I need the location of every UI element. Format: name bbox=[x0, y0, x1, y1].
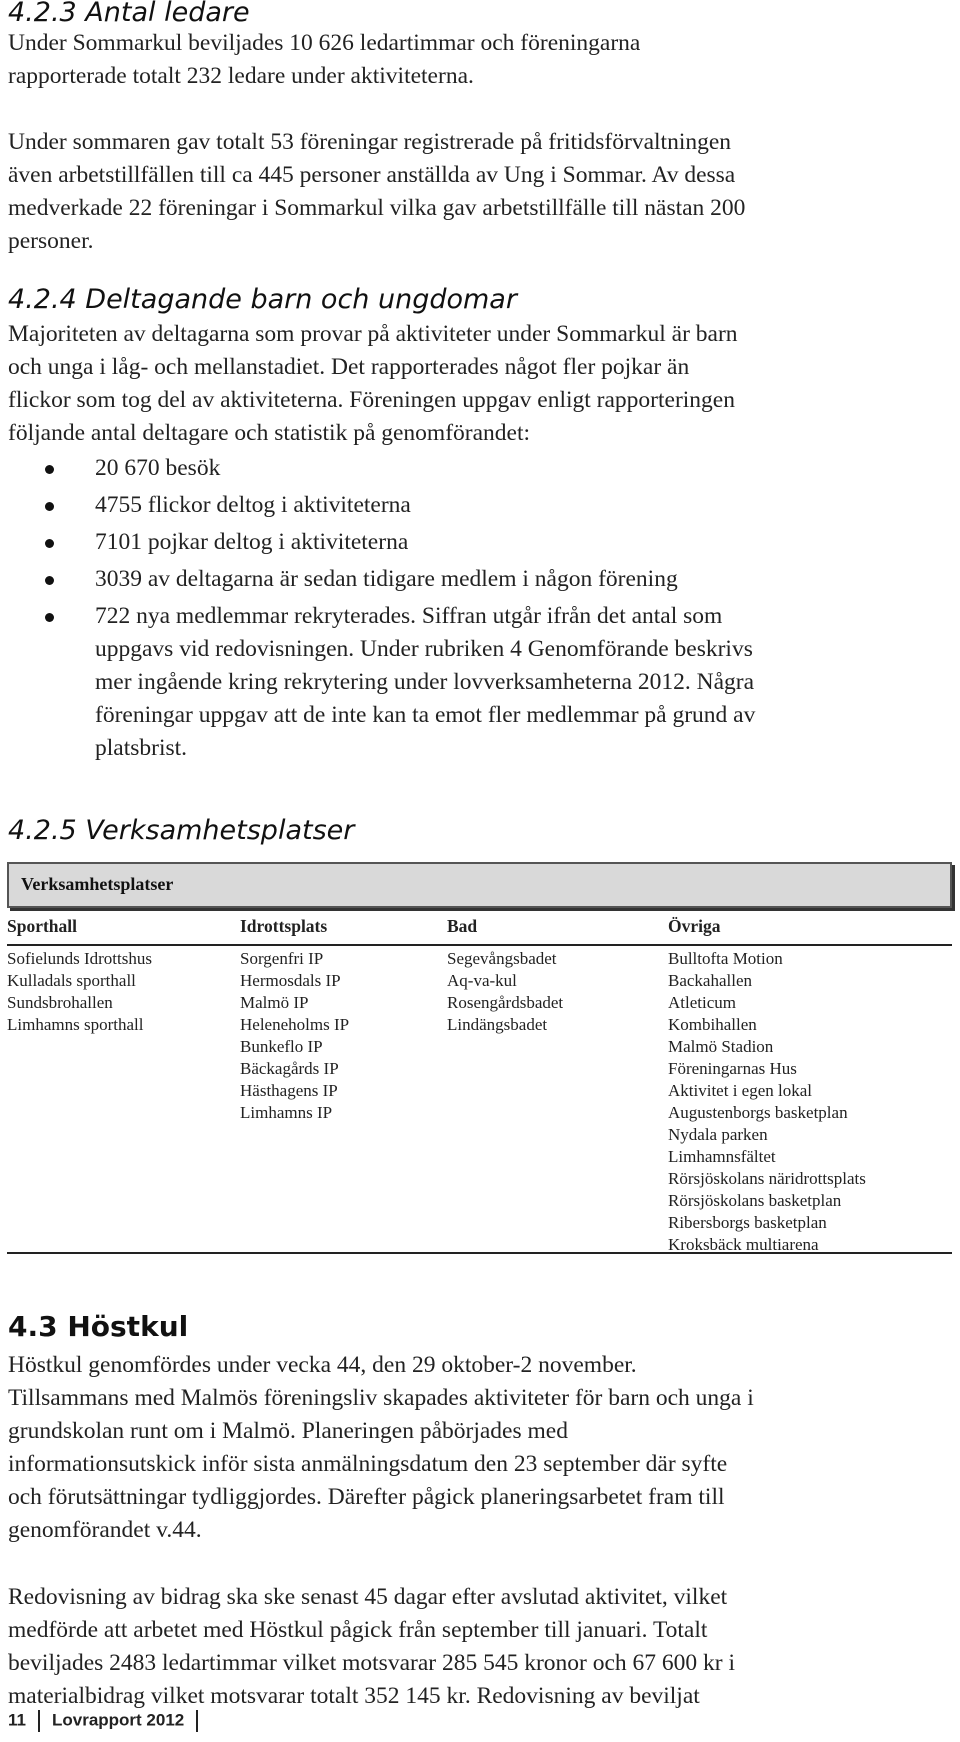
text-line: platsbrist. bbox=[95, 735, 188, 761]
text-line: Majoriteten av deltagarna som provar på aktiviteter under Sommarkul är barn bbox=[8, 321, 738, 347]
column-header-sporthall: Sporthall bbox=[7, 916, 78, 936]
table-cell: Hermosdals IP bbox=[240, 971, 341, 990]
text-line: Höstkul genomfördes under vecka 44, den 29 oktober-2 november. bbox=[8, 1352, 637, 1378]
venues-table bbox=[7, 914, 952, 1254]
column-header-idrottsplats: Idrottsplats bbox=[240, 916, 328, 936]
page-footer bbox=[8, 1710, 210, 1732]
paragraph-ledare-2 bbox=[8, 126, 908, 258]
text-line: genomförandet v.44. bbox=[8, 1517, 202, 1543]
table-cell: Föreningarnas Hus bbox=[668, 1059, 797, 1078]
table-header-row bbox=[7, 914, 952, 946]
table-cell: Bulltofta Motion bbox=[668, 949, 783, 968]
text-line: 3039 av deltagarna är sedan tidigare medlem i någon förening bbox=[95, 566, 678, 592]
text-line: 4755 flickor deltog i aktiviteterna bbox=[95, 492, 411, 518]
table-cell: Kroksbäck multiarena bbox=[668, 1235, 819, 1254]
footer-divider bbox=[38, 1710, 40, 1732]
table-cell: Lindängsbadet bbox=[447, 1015, 548, 1034]
text-line: Under sommaren gav totalt 53 föreningar registrerade på fritidsförvaltningen bbox=[8, 129, 732, 155]
column-header-bad: Bad bbox=[447, 916, 478, 936]
table-cell: Rörsjöskolans näridrottsplats bbox=[668, 1169, 866, 1188]
list-item bbox=[0, 489, 920, 522]
paragraph-hostkul-1 bbox=[8, 1349, 908, 1547]
text-line: även arbetstillfällen till ca 445 personer anställda av Ung i Sommar. Av dessa bbox=[8, 162, 736, 188]
paragraph-deltagande bbox=[8, 318, 908, 450]
text-line: medverkade 22 föreningar i Sommarkul vilka gav arbetstillfälle till nästan 200 bbox=[8, 195, 746, 221]
text-line: flickor som tog del av aktiviteterna. Föreningen uppgav enligt rapporteringen bbox=[8, 387, 735, 413]
list-item bbox=[0, 526, 920, 559]
table-cell: Limhamnsfältet bbox=[668, 1147, 776, 1166]
table-cell: Kulladals sporthall bbox=[7, 971, 136, 990]
text-line: uppgavs vid redovisningen. Under rubriken 4 Genomförande beskrivs bbox=[95, 636, 753, 662]
table-cell: Segevångsbadet bbox=[447, 949, 557, 968]
statistics-bullet-list bbox=[0, 452, 920, 765]
text-line: rapporterade totalt 232 ledare under aktiviteterna. bbox=[8, 63, 474, 89]
bullet-icon bbox=[45, 465, 54, 474]
table-cell: Malmö IP bbox=[240, 993, 309, 1012]
footer-divider bbox=[196, 1710, 198, 1732]
footer-title: Lovrapport 2012 bbox=[51, 1710, 185, 1730]
paragraph-hostkul-2 bbox=[8, 1581, 908, 1713]
list-item bbox=[0, 563, 920, 596]
list-item bbox=[0, 452, 920, 485]
text-line: Under Sommarkul beviljades 10 626 ledartimmar och föreningarna bbox=[8, 30, 641, 56]
text-line: Redovisning av bidrag ska ske senast 45 dagar efter avslutad aktivitet, vilket bbox=[8, 1584, 728, 1610]
text-line: Tillsammans med Malmös föreningsliv skapades aktiviteter för barn och unga i bbox=[8, 1385, 754, 1411]
text-line: 7101 pojkar deltog i aktiviteterna bbox=[95, 529, 409, 555]
paragraph-ledare-1 bbox=[8, 27, 908, 93]
table-cell: Sofielunds Idrottshus bbox=[7, 949, 152, 968]
table-cell: Sundsbrohallen bbox=[7, 993, 113, 1012]
table-cell: Malmö Stadion bbox=[668, 1037, 774, 1056]
section-heading-4-3: 4.3 Höstkul bbox=[8, 1310, 189, 1343]
table-cell: Augustenborgs basketplan bbox=[668, 1103, 848, 1122]
text-line: informationsutskick inför sista anmälningsdatum den 23 september där syfte bbox=[8, 1451, 728, 1477]
text-line: föreningar uppgav att de inte kan ta emot fler medlemmar på grund av bbox=[95, 702, 756, 728]
text-line: mer ingående kring rekrytering under lovverksamheterna 2012. Några bbox=[95, 669, 755, 695]
table-cell: Rosengårdsbadet bbox=[447, 993, 564, 1012]
page-number: 11 bbox=[8, 1710, 26, 1730]
text-line: beviljades 2483 ledartimmar vilket motsvarar 285 545 kronor och 67 600 kr i bbox=[8, 1650, 736, 1676]
table-cell: Kombihallen bbox=[668, 1015, 757, 1034]
text-line: följande antal deltagare och statistik på genomförandet: bbox=[8, 420, 531, 446]
bullet-icon bbox=[45, 576, 54, 585]
list-item bbox=[0, 600, 920, 765]
column-bad bbox=[447, 948, 563, 1036]
column-ovriga bbox=[668, 948, 866, 1256]
table-cell: Aktivitet i egen lokal bbox=[668, 1081, 812, 1100]
table-cell: Aq-va-kul bbox=[447, 971, 517, 990]
text-line: 20 670 besök bbox=[95, 455, 221, 481]
text-line: medförde att arbetet med Höstkul pågick från september till januari. Totalt bbox=[8, 1617, 708, 1643]
table-cell: Backahallen bbox=[668, 971, 753, 990]
bullet-icon bbox=[45, 502, 54, 511]
table-bottom-rule bbox=[7, 1252, 952, 1254]
table-cell: Sorgenfri IP bbox=[240, 949, 324, 968]
text-line: grundskolan runt om i Malmö. Planeringen påbörjades med bbox=[8, 1418, 568, 1444]
text-line: materialbidrag vilket motsvarar totalt 352 145 kr. Redovisning av beviljat bbox=[8, 1683, 700, 1709]
table-cell: Bunkeflo IP bbox=[240, 1037, 323, 1056]
table-cell: Ribersborgs basketplan bbox=[668, 1213, 827, 1232]
bullet-icon bbox=[45, 539, 54, 548]
table-title-box bbox=[7, 862, 952, 908]
table-cell: Limhamns sporthall bbox=[7, 1015, 144, 1034]
column-header-ovriga: Övriga bbox=[668, 916, 721, 936]
text-line: och förutsättningar tydliggjordes. Därefter pågick planeringsarbetet fram till bbox=[8, 1484, 725, 1510]
column-sporthall bbox=[7, 948, 152, 1036]
text-line: 722 nya medlemmar rekryterades. Siffran utgår ifrån det antal som bbox=[95, 603, 723, 629]
section-heading-4-2-5: 4.2.5 Verksamhetsplatser bbox=[8, 815, 355, 846]
table-cell: Atleticum bbox=[668, 993, 736, 1012]
text-line: personer. bbox=[8, 228, 94, 254]
section-heading-4-2-4: 4.2.4 Deltagande barn och ungdomar bbox=[8, 284, 517, 315]
table-cell: Limhamns IP bbox=[240, 1103, 333, 1122]
column-idrottsplats bbox=[240, 948, 349, 1124]
table-cell: Rörsjöskolans basketplan bbox=[668, 1191, 842, 1210]
table-cell: Heleneholms IP bbox=[240, 1015, 350, 1034]
table-cell: Bäckagårds IP bbox=[240, 1059, 339, 1078]
bullet-icon bbox=[45, 613, 54, 622]
section-heading-4-2-3: 4.2.3 Antal ledare bbox=[8, 0, 250, 28]
table-title: Verksamhetsplatser bbox=[21, 874, 174, 894]
text-line: och unga i låg- och mellanstadiet. Det rapporterades något fler pojkar än bbox=[8, 354, 690, 380]
table-cell: Nydala parken bbox=[668, 1125, 768, 1144]
table-cell: Hästhagens IP bbox=[240, 1081, 338, 1100]
